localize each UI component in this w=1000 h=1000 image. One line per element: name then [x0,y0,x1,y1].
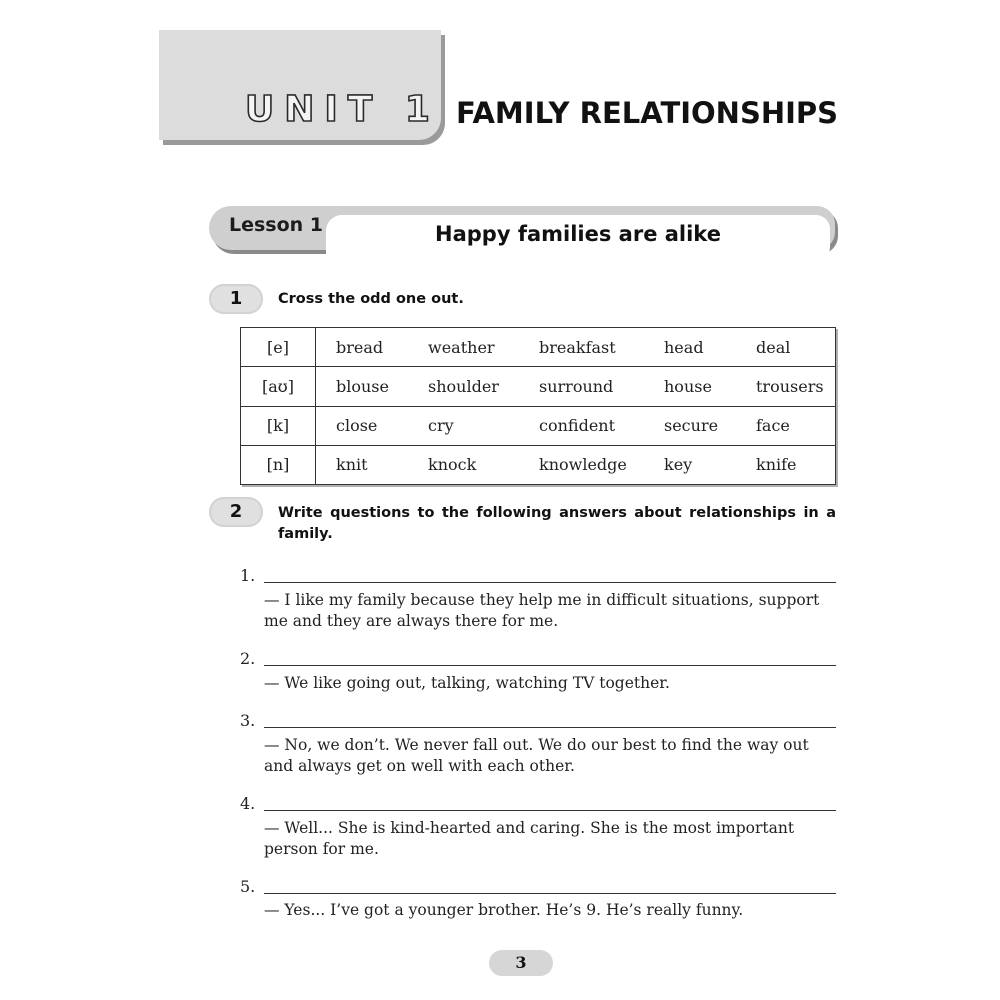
page-number: 3 [515,953,527,972]
table-row [241,445,836,484]
given-answer: — Well... She is kind-hearted and caring. She is the most important person for me. [264,819,795,858]
word-cell[interactable]: cry [408,406,519,445]
word-cell[interactable]: trousers [736,367,836,406]
word-cell[interactable]: confident [519,406,644,445]
exercise-1-instruction: Cross the odd one out. [278,291,464,307]
word-cell[interactable]: knock [408,445,519,484]
lesson-title: Happy families are alike [435,222,721,246]
question-number: 3. [240,711,256,730]
word-cell[interactable]: weather [408,328,519,367]
word-cell[interactable]: breakfast [519,328,644,367]
given-answer: — Yes... I’ve got a younger brother. He’s 9. He’s really funny. [264,901,744,919]
question-number: 4. [240,794,256,813]
word-cell[interactable]: house [644,367,736,406]
sound-cell: [k] [241,406,316,445]
table-row [241,406,836,445]
table-row [241,367,836,406]
table-row [241,328,836,367]
sound-cell: [n] [241,445,316,484]
answer-write-line[interactable] [264,893,836,894]
question-number: 5. [240,877,256,896]
lesson-label: Lesson 1 [229,214,324,236]
word-cell[interactable]: knowledge [519,445,644,484]
given-answer: — We like going out, talking, watching TV together. [264,674,670,692]
word-cell[interactable]: deal [736,328,836,367]
answer-write-line[interactable] [264,582,836,583]
word-cell[interactable]: key [644,445,736,484]
exercise-2-number: 2 [229,501,243,522]
question-number: 1. [240,566,256,585]
word-cell[interactable]: close [316,406,409,445]
unit-title: FAMILY RELATIONSHIPS [456,96,839,130]
word-cell[interactable]: secure [644,406,736,445]
exercise-2-instruction: Write questions to the following answers about relationships in a family. [278,505,836,542]
answer-write-line[interactable] [264,727,836,728]
answer-write-line[interactable] [264,810,836,811]
sound-cell: [aʊ] [241,367,316,406]
word-cell[interactable]: head [644,328,736,367]
given-answer: — I like my family because they help me in difficult situations, support me and they are always there for me. [264,591,820,630]
word-cell[interactable]: knit [316,445,409,484]
word-cell[interactable]: knife [736,445,836,484]
question-number: 2. [240,649,256,668]
given-answer: — No, we don’t. We never fall out. We do our best to find the way out and always get on well with each other. [264,736,809,775]
unit-label: UNIT 1 [245,89,440,130]
exercise-1-number: 1 [229,288,243,309]
answer-write-line[interactable] [264,665,836,666]
word-cell[interactable]: bread [316,328,409,367]
word-cell[interactable]: face [736,406,836,445]
word-cell[interactable]: shoulder [408,367,519,406]
word-cell[interactable]: blouse [316,367,409,406]
sound-words-table [240,327,836,485]
sound-cell: [e] [241,328,316,367]
word-cell[interactable]: surround [519,367,644,406]
